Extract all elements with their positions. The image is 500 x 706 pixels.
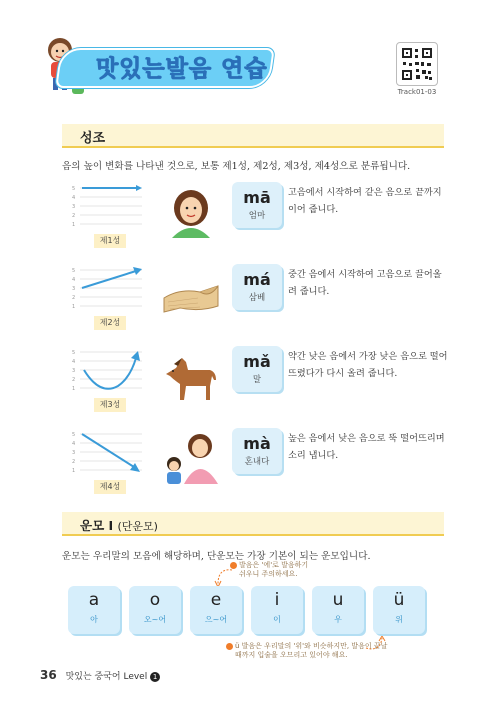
scolding-icon [160, 432, 222, 484]
vowel-card [190, 586, 242, 634]
vowel-letter: o [149, 590, 161, 610]
vowel-card [251, 586, 303, 634]
book-title: 맛있는 중국어 Level [65, 672, 148, 682]
tick-label: 3 [72, 450, 76, 456]
vowel-korean: 아 [90, 615, 98, 624]
note-bullet-icon [226, 643, 233, 650]
tick-label: 1 [72, 386, 76, 392]
note-u-umlaut [226, 642, 387, 660]
pinyin-text: má [243, 270, 271, 289]
vowel-letter: ü [393, 590, 405, 610]
tick-label: 2 [72, 213, 76, 219]
vowel-card [68, 586, 120, 634]
tick-label: 5 [72, 350, 76, 356]
vowel-korean: 오~어 [143, 615, 167, 624]
section-heading-text: 성조 [80, 131, 106, 146]
vowel-letter: a [88, 590, 100, 610]
pinyin-meaning: 혼내다 [244, 457, 270, 467]
tones-intro: 음의 높이 변화를 나타낸 것으로, 보통 제1성, 제2성, 제3성, 제4성으로 분류됩니다. [62, 161, 411, 172]
vowel-korean: 우 [334, 615, 342, 624]
vowel-korean: 위 [395, 615, 403, 624]
vowel-letter: u [332, 590, 344, 610]
vowel-card [373, 586, 425, 634]
pinyin-card [232, 264, 282, 310]
tick-label: 5 [72, 432, 76, 438]
tick-label: 5 [72, 268, 76, 274]
tone-row-3 [72, 346, 448, 426]
qr-code-icon[interactable] [396, 42, 438, 86]
tone-description: 중간 음에서 시작하여 고음으로 끌어올려 줍니다. [288, 269, 442, 297]
section-heading-tones [62, 124, 444, 148]
tone-tag: 제1성 [94, 234, 126, 248]
vowel-korean: 이 [273, 615, 281, 624]
pinyin-card [232, 428, 282, 474]
page-title [96, 50, 268, 83]
note-line: 쉬우니 주의하세요. [239, 570, 298, 578]
tick-label: 4 [72, 359, 76, 365]
tick-label: 5 [72, 186, 76, 192]
note-line: ü 발음은 우리말의 '위'와 비슷하지만, 발음이 끝날 [235, 642, 388, 650]
tick-label: 2 [72, 459, 76, 465]
vowel-card [312, 586, 364, 634]
heading-sub: (단운모) [117, 520, 158, 533]
pinyin-meaning: 엄마 [248, 211, 266, 221]
pinyin-meaning: 삼베 [248, 293, 266, 303]
tick-label: 1 [72, 222, 76, 228]
tick-label: 4 [72, 277, 76, 283]
vowel-card [129, 586, 181, 634]
tone-row-4 [72, 428, 448, 508]
pinyin-text: mā [243, 188, 271, 207]
tick-label: 1 [72, 468, 76, 474]
tone-tag: 제3성 [94, 398, 126, 412]
vowel-korean: 으~어 [204, 615, 228, 624]
title-banner [40, 34, 276, 94]
horse-icon [160, 350, 222, 402]
pinyin-card [232, 346, 282, 392]
tone-row-2 [72, 264, 448, 344]
tone-description: 약간 낮은 음에서 가장 낮은 음으로 떨어뜨렸다가 다시 올려 줍니다. [288, 351, 448, 379]
section-heading-text [80, 516, 158, 534]
mother-icon [160, 186, 222, 238]
tick-label: 2 [72, 295, 76, 301]
tick-label: 4 [72, 441, 76, 447]
page-title-part1: 맛있는 [96, 56, 166, 82]
hemp-cloth-icon [160, 268, 222, 320]
arrow-icon [212, 566, 234, 588]
tone-description: 높은 음에서 낮은 음으로 뚝 떨어뜨리며 소리 냅니다. [288, 433, 445, 461]
section-heading-vowels [62, 512, 444, 536]
tone-tag: 제2성 [94, 316, 126, 330]
vowels-intro: 운모는 우리말의 모음에 해당하며, 단운모는 가장 기본이 되는 운모입니다. [62, 551, 371, 562]
page-footer [40, 668, 160, 682]
tick-label: 2 [72, 377, 76, 383]
tick-label: 3 [72, 368, 76, 374]
pinyin-text: mà [243, 434, 271, 453]
tick-label: 3 [72, 286, 76, 292]
note-e-pronunciation [230, 561, 308, 579]
tone-row-1 [72, 182, 448, 262]
pinyin-card [232, 182, 282, 228]
tick-label: 3 [72, 204, 76, 210]
tone-description: 고음에서 시작하여 같은 음으로 끝까지 이어 줍니다. [288, 187, 442, 215]
note-line: 때까지 입술을 오므리고 있어야 해요. [235, 651, 348, 659]
pinyin-text: mǎ [243, 352, 271, 371]
tick-label: 1 [72, 304, 76, 310]
heading-main: 운모 Ⅰ [80, 518, 114, 533]
track-label: Track01-03 [397, 88, 437, 96]
pinyin-meaning: 말 [252, 375, 262, 385]
tone-tag: 제4성 [94, 480, 126, 494]
tick-label: 4 [72, 195, 76, 201]
level-badge: 1 [150, 672, 160, 682]
page-number: 36 [40, 668, 57, 682]
vowel-letter: i [274, 590, 280, 610]
note-line: 발음은 '에'로 발음하기 [239, 561, 309, 569]
page-title-part2: 발음 연습 [165, 56, 268, 82]
vowel-letter: e [210, 590, 222, 610]
